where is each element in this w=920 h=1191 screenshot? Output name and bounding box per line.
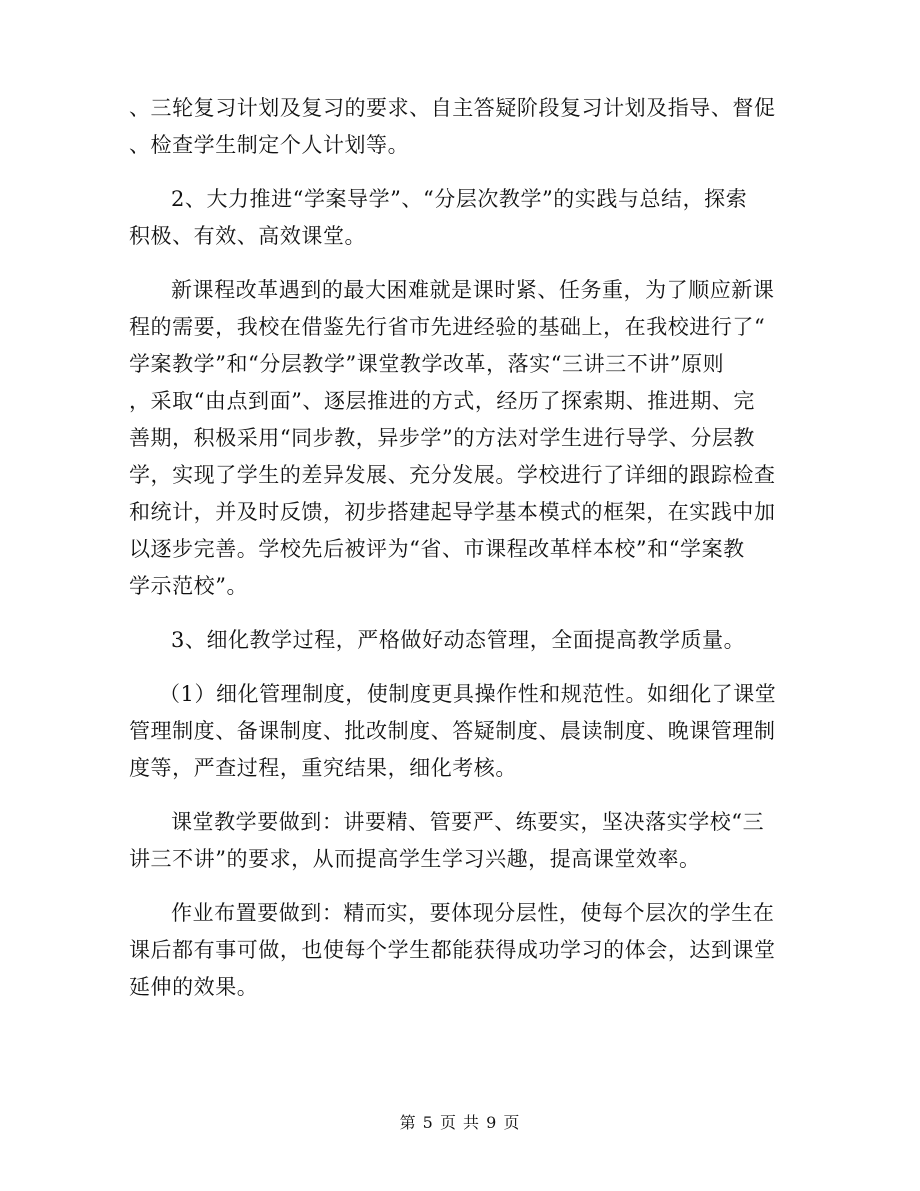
text-line: 管理制度、备课制度、批改制度、答疑制度、晨读制度、晚课管理制 [129, 719, 776, 743]
paragraph-4 [129, 622, 789, 659]
text-line: 善期，积极采用“同步教，异步学”的方法对学生进行导学、分层教 [129, 426, 755, 450]
text-line: 3、细化教学过程，严格做好动态管理，全面提高教学质量。 [171, 628, 746, 652]
text-line: 学示范校”。 [129, 574, 249, 598]
text-line: 、三轮复习计划及复习的要求、自主答疑阶段复习计划及指导、督促 [129, 96, 776, 120]
text-line: 度等，严查过程，重究结果，细化考核。 [129, 756, 517, 780]
text-line: 课后都有事可做，也使每个学生都能获得成功学习的体会，达到课堂 [129, 938, 776, 962]
document-body [129, 90, 789, 1006]
text-line: 程的需要，我校在借鉴先行省市先进经验的基础上，在我校进行了“ [129, 315, 766, 339]
text-line: 学，实现了学生的差异发展、充分发展。学校进行了详细的跟踪检查 [129, 463, 776, 487]
text-line: 作业布置要做到：精而实，要体现分层性，使每个层次的学生在 [171, 901, 775, 925]
text-line: 和统计，并及时反馈，初步搭建起导学基本模式的框架，在实践中加 [129, 500, 776, 524]
paragraph-7 [129, 895, 789, 1006]
text-line: （1）细化管理制度，使制度更具操作性和规范性。如细化了课堂 [159, 682, 777, 706]
paragraph-3 [129, 272, 789, 605]
text-line: 积极、有效、高效课堂。 [129, 224, 367, 248]
text-line: 延伸的效果。 [129, 975, 259, 999]
text-line: 、检查学生制定个人计划等。 [129, 133, 410, 157]
paragraph-1 [129, 90, 789, 164]
text-line: 讲三不讲”的要求，从而提高学生学习兴趣，提高课堂效率。 [129, 847, 701, 871]
text-line: 学案教学”和“分层教学”课堂教学改革，落实“三讲三不讲”原则 [129, 352, 725, 376]
paragraph-6 [129, 804, 789, 878]
paragraph-2 [129, 181, 789, 255]
text-line: 以逐步完善。学校先后被评为“省、市课程改革样本校”和“学案教 [129, 537, 745, 561]
text-line: 2、大力推进“学案导学”、“分层次教学”的实践与总结，探索 [171, 187, 748, 211]
text-line: 新课程改革遇到的最大困难就是课时紧、任务重，为了顺应新课 [171, 278, 775, 302]
paragraph-5 [129, 676, 789, 787]
page-number-footer: 第 5 页 共 9 页 [399, 1113, 521, 1132]
text-line: 课堂教学要做到：讲要精、管要严、练要实，坚决落实学校“三 [171, 810, 765, 834]
text-line: ，采取“由点到面”、逐层推进的方式，经历了探索期、推进期、完 [129, 389, 755, 413]
